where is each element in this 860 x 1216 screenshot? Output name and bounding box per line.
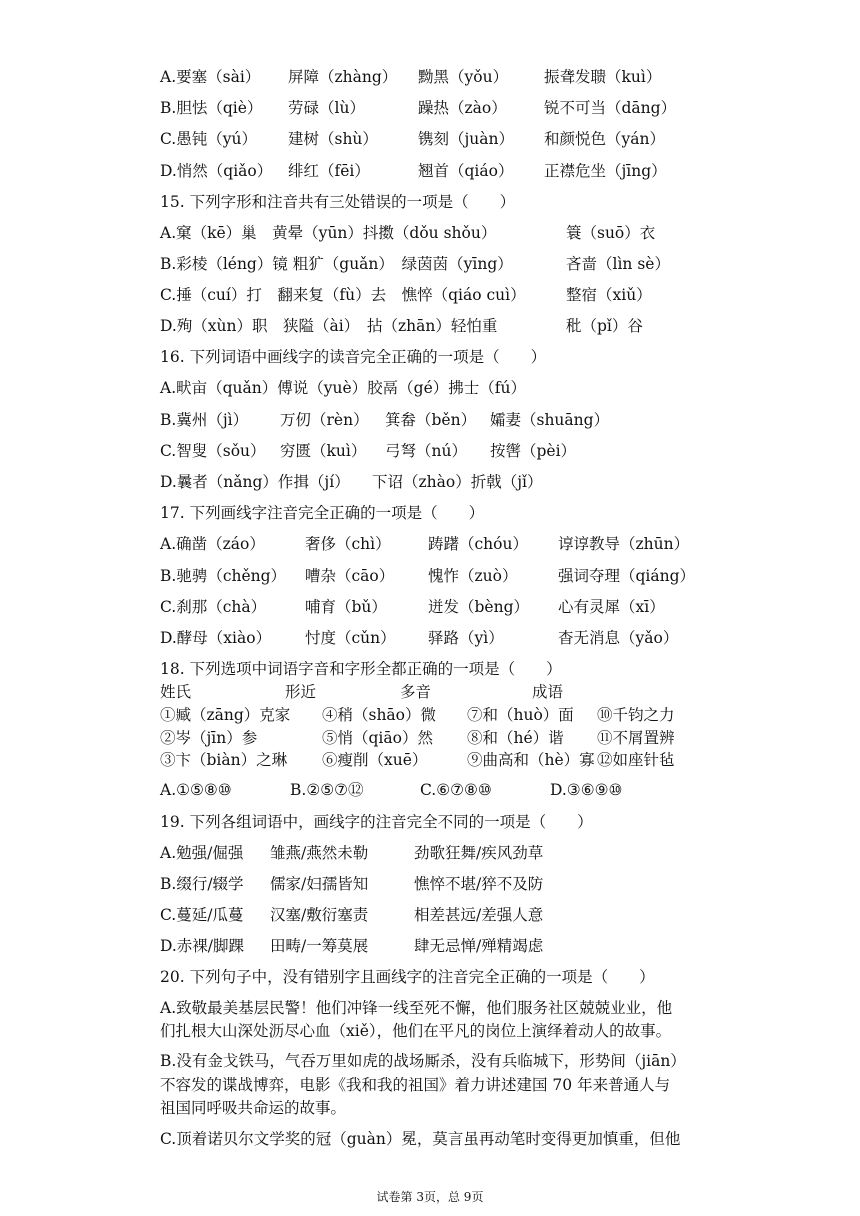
text-cell: 秕（pǐ）谷: [566, 317, 643, 335]
text-cell: 汉塞/敷衍塞责: [270, 906, 369, 924]
text-cell: D.殉（xùn）职 狭隘（ài） 拈（zhān）轻怕重: [160, 317, 498, 335]
text-cell: 雏燕/燕然未勒: [270, 844, 369, 862]
text-cell: 迸发（bèng）: [428, 598, 530, 616]
text-cell: 孀妻（shuāng）: [490, 411, 610, 429]
text-cell: 整宿（xiǔ）: [566, 286, 652, 304]
text-cell: 振聋发聩（kuì）: [544, 68, 662, 86]
text-cell: B.胆怯（qiè）: [160, 99, 263, 117]
text-cell: 屏障（zhàng）: [288, 68, 398, 86]
text-cell: C.蔓延/瓜蔓: [160, 906, 244, 924]
text-cell: 杳无消息（yǎo）: [558, 629, 679, 647]
text-cell: C.刹那（chà）: [160, 598, 267, 616]
text-cell: D.曩者（nǎng）作揖（jí）: [160, 473, 350, 491]
text-cell: 形近: [285, 683, 317, 701]
text-cell: ⑤悄（qiāo）然: [322, 729, 433, 747]
text-cell: 按辔（pèi）: [490, 442, 577, 460]
text-cell: B.②⑤⑦⑫: [290, 781, 364, 799]
text-cell: 躁热（zào）: [418, 99, 507, 117]
text-cell: C.捶（cuí）打 翻来复（fù）去 憔悴（qiáo cuì）: [160, 286, 526, 304]
text-cell: 穷匮（kuì）: [280, 442, 367, 460]
text-cell: ⑦和（huò）面: [467, 706, 574, 724]
text-cell: ⑥瘦削（xuē）: [322, 751, 428, 769]
text-cell: 劲歌狂舞/疾风劲草: [414, 844, 544, 862]
text-cell: 儒家/妇孺皆知: [270, 875, 369, 893]
text-cell: 弓弩（nú）: [385, 442, 467, 460]
text-cell: ④稍（shāo）微: [322, 706, 437, 724]
text-cell: 黝黑（yǒu）: [418, 68, 509, 86]
text-cell: ⑨曲高和（hè）寡: [467, 751, 595, 769]
text-cell: A.确凿（záo）: [160, 535, 265, 553]
text-cell: 19. 下列各组词语中，画线字的注音完全不同的一项是（ ）: [160, 813, 593, 831]
text-cell: ③卞（biàn）之琳: [160, 751, 288, 769]
text-cell: C.⑥⑦⑧⑩: [420, 781, 492, 799]
text-cell: B.缀行/辍学: [160, 875, 244, 893]
text-cell: ②岑（jīn）参: [160, 729, 258, 747]
text-cell: B.没有金戈铁马，气吞万里如虎的战场厮杀，没有兵临城下，形势间（jiān）: [160, 1052, 686, 1070]
text-cell: 忖度（cǔn）: [305, 629, 396, 647]
text-cell: B.驰骋（chěng）: [160, 567, 287, 585]
text-cell: 哺育（bǔ）: [305, 598, 387, 616]
text-cell: D.悄然（qiǎo）: [160, 162, 273, 180]
text-cell: 愧怍（zuò）: [428, 567, 518, 585]
text-cell: 肆无忌惮/殚精竭虑: [414, 937, 544, 955]
text-cell: 18. 下列选项中词语字音和字形全都正确的一项是（ ）: [160, 660, 562, 678]
text-cell: 姓氏: [160, 683, 192, 701]
text-cell: 田畴/一筹莫展: [270, 937, 369, 955]
text-cell: 绯红（fēi）: [288, 162, 370, 180]
text-cell: B.冀州（jì）: [160, 411, 249, 429]
text-cell: 正襟危坐（jīng）: [544, 162, 667, 180]
text-cell: 劳碌（lù）: [288, 99, 365, 117]
text-cell: ⑫如座针毡: [597, 751, 675, 769]
text-cell: 奢侈（chì）: [305, 535, 391, 553]
text-cell: A.要塞（sài）: [160, 68, 261, 86]
text-cell: 驿路（yì）: [428, 629, 504, 647]
text-cell: ⑩千钧之力: [597, 706, 675, 724]
text-cell: 20. 下列句子中，没有错别字且画线字的注音完全正确的一项是（ ）: [160, 968, 655, 986]
text-cell: 15. 下列字形和注音共有三处错误的一项是（ ）: [160, 193, 516, 211]
text-cell: 簑（suō）衣: [566, 224, 656, 242]
text-cell: D.酵母（xiào）: [160, 629, 272, 647]
text-cell: C.顶着诺贝尔文学奖的冠（guàn）冕，莫言虽再动笔时变得更加慎重，但他: [160, 1130, 681, 1148]
text-cell: D.③⑥⑨⑩: [550, 781, 623, 799]
text-cell: D.赤裸/脚踝: [160, 937, 245, 955]
text-cell: 镌刻（juàn）: [418, 130, 515, 148]
text-cell: A.畎亩（quǎn）傅说（yuè）胶鬲（gé）拂士（fú）: [160, 379, 526, 397]
text-cell: ⑧和（hé）谐: [467, 729, 564, 747]
text-cell: ⑪不屑置辨: [597, 729, 675, 747]
text-cell: 们扎根大山深处沥尽心血（xiě），他们在平凡的岗位上演绎着动人的故事。: [160, 1022, 672, 1040]
text-cell: A.窠（kē）巢 黄晕（yūn）抖擞（dǒu shǒu）: [160, 224, 497, 242]
page-footer: 试卷第 3页，总 9页: [376, 1190, 484, 1204]
text-cell: 翘首（qiáo）: [418, 162, 514, 180]
text-cell: A.勉强/倔强: [160, 844, 244, 862]
text-cell: 万仞（rèn）: [280, 411, 369, 429]
text-cell: 嘈杂（cāo）: [305, 567, 395, 585]
text-cell: 不容发的谍战博弈，电影《我和我的祖国》着力讲述建国 70 年来普通人与: [160, 1076, 671, 1094]
text-cell: 祖国同呼吸共命运的故事。: [160, 1099, 347, 1117]
text-cell: 多音: [400, 683, 432, 701]
text-cell: 箕畚（běn）: [385, 411, 477, 429]
text-cell: 建树（shù）: [288, 130, 378, 148]
text-cell: 和颜悦色（yán）: [544, 130, 665, 148]
text-cell: A.①⑤⑧⑩: [160, 781, 232, 799]
text-cell: A.致敬最美基层民警！他们冲锋一线至死不懈，他们服务社区兢兢业业，他: [160, 999, 673, 1017]
text-cell: 16. 下列词语中画线字的读音完全正确的一项是（ ）: [160, 348, 547, 366]
text-cell: B.彩棱（léng）镜 粗犷（guǎn） 绿茵茵（yīng）: [160, 255, 513, 273]
text-cell: 踌躇（chóu）: [428, 535, 528, 553]
text-cell: 锐不可当（dāng）: [544, 99, 677, 117]
text-cell: 心有灵犀（xī）: [558, 598, 665, 616]
text-cell: C.智叟（sǒu）: [160, 442, 266, 460]
text-cell: 强词夺理（qiáng）: [558, 567, 696, 585]
text-cell: 下诏（zhào）折戟（jǐ）: [372, 473, 543, 491]
text-cell: 17. 下列画线字注音完全正确的一项是（ ）: [160, 504, 485, 522]
text-cell: 成语: [532, 683, 564, 701]
text-cell: 憔悴不堪/猝不及防: [414, 875, 544, 893]
text-cell: 相差甚远/差强人意: [414, 906, 544, 924]
text-cell: C.愚钝（yú）: [160, 130, 257, 148]
text-cell: 吝啬（lìn sè）: [566, 255, 670, 273]
text-cell: ①臧（zāng）克家: [160, 706, 291, 724]
text-cell: 谆谆教导（zhūn）: [558, 535, 690, 553]
